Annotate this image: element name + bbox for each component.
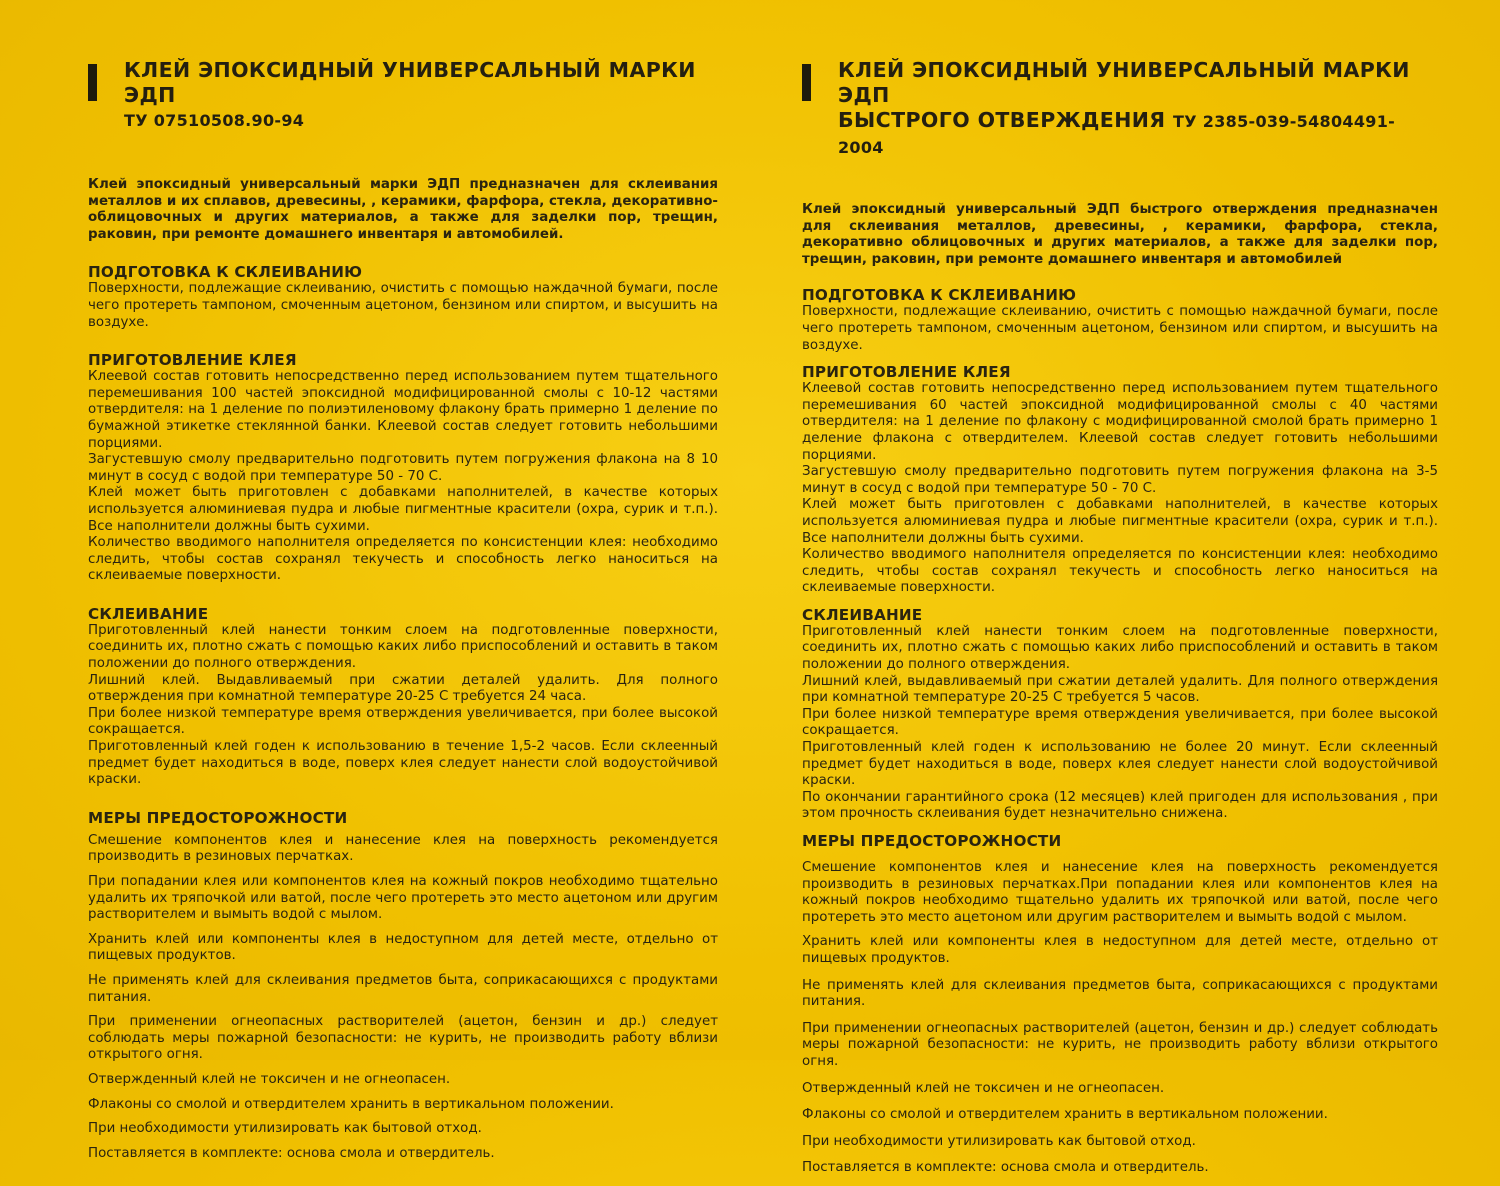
right-glue-paragraph: Приготовленный клей годен к использованию не более 20 минут. Если склеенный предмет будет находиться в воде, поверх клея следует нанести слой водоустойчивой краски. xyxy=(802,740,1438,789)
left-mix-section xyxy=(88,351,718,585)
left-glue-paragraph: Приготовленный клей годен к использованию в течение 1,5-2 часов. Если склеенный предмет будет находиться в воде, поверх клея следует нанести слой водоустойчивой краски. xyxy=(88,739,718,788)
right-title: КЛЕЙ ЭПОКСИДНЫЙ УНИВЕРСАЛЬНЫЙ МАРКИ ЭДП xyxy=(838,58,1410,107)
right-prep-section xyxy=(802,286,1438,354)
right-tu-number: ТУ 2385-039-54804491-2004 xyxy=(838,112,1396,157)
right-mix-section xyxy=(802,363,1438,597)
right-mix-paragraph: Количество вводимого наполнителя определяется по консистенции клея: необходимо следить, чтобы состав сохранял текучесть и способность легко наноситься на склеиваемые поверхности. xyxy=(802,547,1438,596)
right-safety-paragraph: При необходимости утилизировать как бытовой отход. xyxy=(802,1133,1196,1149)
left-title: КЛЕЙ ЭПОКСИДНЫЙ УНИВЕРСАЛЬНЫЙ МАРКИ ЭДП xyxy=(124,58,696,107)
left-column xyxy=(88,58,718,1182)
right-column xyxy=(802,58,1438,1186)
left-safety-paragraph: Флаконы со смолой и отвердителем хранить в вертикальном положении. xyxy=(88,1096,614,1112)
left-intro: Клей эпоксидный универсальный марки ЭДП предназначен для склеивания металлов и их сплавов, древесины, , керамики, фарфора, стекла, декоративно-облицовочных и других материалов, а также для заделки пор, трещин, раковин, при ремонте домашнего инвентаря и автомобилей. xyxy=(88,177,718,242)
left-glue-section xyxy=(88,605,718,789)
right-glue-paragraph: Приготовленный клей нанести тонким слоем на подготовленные поверхности, соединить их, плотно сжать с помощью каких либо приспособлений и оставить в таком положении до полного отверждения. xyxy=(802,623,1438,673)
left-tu-number: ТУ 07510508.90-94 xyxy=(124,111,305,130)
right-mix-paragraph: Клеевой состав готовить непосредственно перед использованием путем тщательного перемешивания 60 частей эпоксидной модифицированной смолы с 40 частями отвердителя: на 1 деление по флакону с модифицированной смолой брать примерно 1 деление флакона с отвердителем. Клеевой состав следует готовить небольшими порциями. xyxy=(802,381,1438,463)
right-title-subline: БЫСТРОГО ОТВЕРЖДЕНИЯ xyxy=(838,108,1166,132)
left-glue-paragraph: Приготовленный клей нанести тонким слоем на подготовленные поверхности, соединить их, плотно сжать с помощью каких либо приспособлений и оставить в таком положении до полного отверждения. xyxy=(88,622,718,672)
right-header-bar xyxy=(802,64,811,101)
right-safety-paragraph: Не применять клей для склеивания предметов быта, соприкасающихся с продуктами питания. xyxy=(802,977,1438,1010)
left-glue-title: СКЛЕИВАНИЕ xyxy=(88,604,209,623)
left-prep-text: Поверхности, подлежащие склеиванию, очистить с помощью наждачной бумаги, после чего протереть тампоном, смоченным ацетоном, бензином или спиртом, и высушить на воздухе. xyxy=(88,281,718,330)
left-safety-paragraph: Хранить клей или компоненты клея в недоступном для детей месте, отдельно от пищевых продуктов. xyxy=(88,931,718,964)
right-glue-paragraph: При более низкой температуре время отверждения увеличивается, при более высокой сокращается. xyxy=(802,706,1438,739)
left-prep-section xyxy=(88,263,718,331)
left-safety-section xyxy=(88,809,718,1163)
right-intro: Клей эпоксидный универсальный ЭДП быстрого отверждения предназначен для склеивания металлов, древесины, , керамики, фарфора, стекла, декоративно облицовочных и других материалов, а также для заделки пор, трещин, раковин, при ремонте домашнего инвентаря и автомобилей xyxy=(802,202,1438,267)
left-glue-paragraph: Лишний клей. Выдавливаемый при сжатии деталей удалить. Для полного отверждения при комнатной температуре 20-25 С требуется 24 часа. xyxy=(88,672,718,705)
right-safety-paragraph: Хранить клей или компоненты клея в недоступном для детей месте, отдельно от пищевых продуктов. xyxy=(802,934,1438,966)
left-prep-title: ПОДГОТОВКА К СКЛЕИВАНИЮ xyxy=(88,263,363,282)
right-safety-section xyxy=(802,832,1438,1177)
right-safety-paragraph: При применении огнеопасных растворителей (ацетон, бензин и др.) следует соблюдать меры пожарной безопасности: не курить, не производить работу вблизи открытого огня. xyxy=(802,1020,1438,1069)
left-safety-paragraph: Смешение компонентов клея и нанесение клея на поверхность рекомендуется производить в резиновых перчатках. xyxy=(88,832,718,865)
left-safety-paragraph: При необходимости утилизировать как бытовой отход. xyxy=(88,1121,482,1137)
left-mix-paragraph: Количество вводимого наполнителя определяется по консистенции клея: необходимо следить, чтобы состав сохранял текучесть и способность легко наноситься на склеиваемые поверхности. xyxy=(88,535,718,584)
right-glue-paragraph: По окончании гарантийного срока (12 месяцев) клей пригоден для использования , при этом прочность склеивания будет незначительно снижена. xyxy=(802,789,1438,822)
left-safety-title: МЕРЫ ПРЕДОСТОРОЖНОСТИ xyxy=(88,808,348,827)
right-safety-title: МЕРЫ ПРЕДОСТОРОЖНОСТИ xyxy=(802,832,1062,850)
right-glue-paragraph: Лишний клей, выдавливаемый при сжатии деталей удалить. Для полного отверждения при комнатной температуре 20-25 С требуется 5 часов. xyxy=(802,673,1438,706)
left-safety-paragraph: Отвержденный клей не токсичен и не огнеопасен. xyxy=(88,1071,451,1087)
right-safety-paragraph: Поставляется в комплекте: основа смола и отвердитель. xyxy=(802,1160,1209,1176)
right-safety-paragraph: Смешение компонентов клея и нанесение клея на поверхность рекомендуется производить в резиновых перчатках.При попадании клея или компонентов клея на кожный покров необходимо тщательно удалить их тряпочкой или ватой, после чего протереть это место ацетоном или другим растворителем и вымыть водой с мылом. xyxy=(802,860,1438,925)
right-mix-title: ПРИГОТОВЛЕНИЕ КЛЕЯ xyxy=(802,363,1011,382)
left-safety-paragraph: При применении огнеопасных растворителей (ацетон, бензин и др.) следует соблюдать меры пожарной безопасности: не курить, не производить работу вблизи открытого огня. xyxy=(88,1014,718,1063)
left-safety-paragraph: Поставляется в комплекте: основа смола и отвердитель. xyxy=(88,1145,495,1161)
left-mix-paragraph: Клей может быть приготовлен с добавками наполнителей, в качестве которых используется алюминиевая пудра и любые пигментные красители (охра, сурик и т.п.). Все наполнители должны быть сухими. xyxy=(88,485,718,534)
right-glue-title: СКЛЕИВАНИЕ xyxy=(802,605,923,624)
right-prep-text: Поверхности, подлежащие склеиванию, очистить с помощью наждачной бумаги, после чего протереть тампоном, смоченным ацетоном, бензином или спиртом, и высушить на воздухе. xyxy=(802,304,1438,353)
left-header xyxy=(88,58,718,133)
right-glue-section xyxy=(802,606,1438,823)
left-safety-paragraph: При попадании клея или компонентов клея на кожный покров необходимо тщательно удалить их тряпочкой или ватой, после чего протереть это место ацетоном или другим растворителем и вымыть водой с мылом. xyxy=(88,874,718,923)
left-header-bar xyxy=(88,64,97,101)
right-safety-paragraph: Флаконы со смолой и отвердителем хранить в вертикальном положении. xyxy=(802,1107,1328,1123)
right-mix-paragraph: Клей может быть приготовлен с добавками наполнителей, в качестве которых используется алюминиевая пудра и любые пигментные красители (охра, сурик и т.п.). Все наполнители должны быть сухими. xyxy=(802,497,1438,546)
left-safety-paragraph: Не применять клей для склеивания предметов быта, соприкасающихся с продуктами питания. xyxy=(88,972,718,1005)
left-mix-paragraph: Клеевой состав готовить непосредственно перед использованием путем тщательного перемешивания 100 частей эпоксидной модифицированной смолы с 10-12 частями отвердителя: на 1 деление по полиэтиленовому флакону брать примерно 1 деление по бумажной этикетке стеклянной банки. Клеевой состав следует готовить небольшими порциями. xyxy=(88,369,718,451)
right-mix-paragraph: Загустевшую смолу предварительно подготовить путем погружения флакона на 3-5 минут в сосуд с водой при температуре 50 - 70 С. xyxy=(802,464,1438,496)
right-prep-title: ПОДГОТОВКА К СКЛЕИВАНИЮ xyxy=(802,286,1077,305)
left-glue-paragraph: При более низкой температуре время отверждения увеличивается, при более высокой сокращается. xyxy=(88,705,718,738)
right-safety-paragraph: Отвержденный клей не токсичен и не огнеопасен. xyxy=(802,1080,1165,1096)
left-mix-title: ПРИГОТОВЛЕНИЕ КЛЕЯ xyxy=(88,351,297,370)
right-header xyxy=(802,58,1438,160)
left-mix-paragraph: Загустевшую смолу предварительно подготовить путем погружения флакона на 8 10 минут в сосуд с водой при температуре 50 - 70 С. xyxy=(88,452,718,484)
